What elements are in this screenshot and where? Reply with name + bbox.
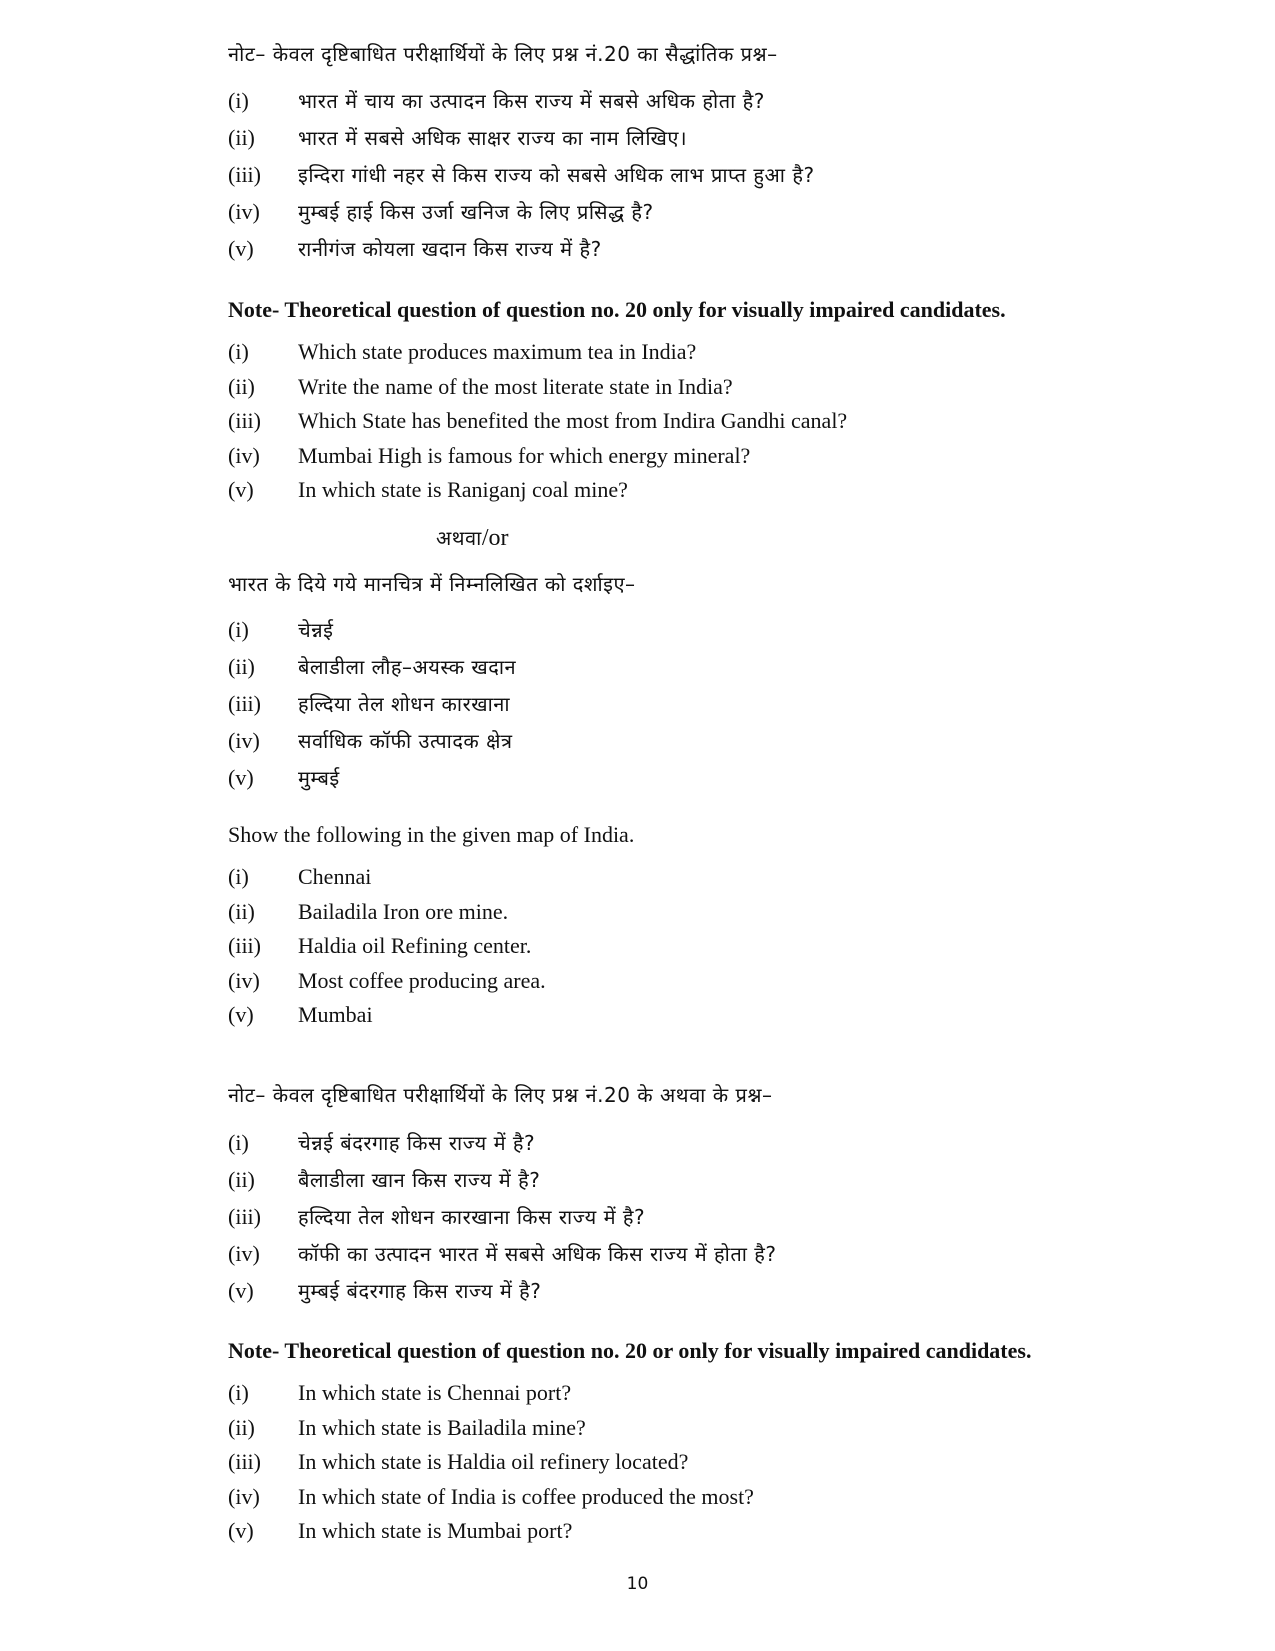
list-item: [228, 1124, 777, 1161]
item-text: मुम्बई: [298, 766, 340, 790]
list-item: [228, 611, 516, 648]
item-number: (v): [228, 236, 254, 261]
item-text: Haldia oil Refining center.: [298, 933, 532, 958]
page-number: 10: [626, 1574, 649, 1594]
item-number: (ii): [228, 1167, 255, 1192]
item-text: Most coffee producing area.: [298, 967, 546, 993]
item-number: (i): [228, 339, 249, 364]
item-text: इन्दिरा गांधी नहर से किस राज्य को सबसे अधिक लाभ प्राप्त हुआ है?: [298, 163, 815, 187]
item-number: (i): [228, 1130, 249, 1155]
item-number: (iv): [228, 442, 260, 468]
item-number: (iv): [228, 1483, 260, 1509]
hindi-map-heading: भारत के दिये गये मानचित्र में निम्नलिखित को दर्शाइए–: [228, 572, 636, 596]
item-text: चेन्नई: [298, 618, 334, 642]
english-question-list: [228, 335, 847, 508]
list-item: [228, 404, 847, 439]
item-number: (iii): [228, 691, 261, 716]
hindi-note-heading: नोट– केवल दृष्टिबाधित परीक्षार्थियों के लिए प्रश्न नं.20 का सैद्धांतिक प्रश्न–: [228, 42, 778, 66]
list-item: [228, 370, 847, 405]
or-hindi: अथवा: [436, 526, 482, 550]
item-number: (ii): [228, 898, 255, 924]
item-number: (i): [228, 1380, 249, 1405]
item-text: बेलाडीला लौह–अयस्क खदान: [298, 655, 517, 679]
item-text: Write the name of the most literate state in India?: [298, 373, 733, 399]
list-item: [228, 439, 847, 474]
list-item: [228, 1235, 777, 1272]
item-text: Chennai: [298, 864, 372, 889]
item-number: (v): [228, 1278, 254, 1303]
english-or-question-list: [228, 1376, 754, 1549]
list-item: [228, 119, 815, 156]
item-number: (v): [228, 1002, 254, 1027]
or-slash: /: [481, 525, 489, 551]
list-item: [228, 1514, 754, 1549]
list-item: [228, 473, 847, 508]
item-number: (iii): [228, 408, 261, 433]
item-number: (iii): [228, 933, 261, 958]
item-text: कॉफी का उत्पादन भारत में सबसे अधिक किस राज्य में होता है?: [298, 1242, 777, 1266]
item-number: (iv): [228, 728, 260, 753]
english-map-heading: Show the following in the given map of India.: [228, 822, 635, 847]
list-item: [228, 860, 546, 895]
item-number: (iv): [228, 199, 260, 224]
item-text: In which state is Mumbai port?: [298, 1518, 573, 1543]
item-number: (iii): [228, 1449, 261, 1474]
item-text: Bailadila Iron ore mine.: [298, 898, 509, 924]
or-english: or: [488, 525, 509, 551]
item-text: Which State has benefited the most from Indira Gandhi canal?: [298, 408, 848, 433]
item-text: Which state produces maximum tea in India?: [298, 339, 697, 364]
list-item: [228, 1445, 754, 1480]
item-number: (ii): [228, 654, 255, 679]
item-number: (i): [228, 617, 249, 642]
item-text: मुम्बई बंदरगाह किस राज्य में है?: [298, 1279, 542, 1303]
item-text: रानीगंज कोयला खदान किस राज्य में है?: [298, 237, 602, 261]
hindi-map-list: [228, 611, 516, 796]
list-item: [228, 648, 516, 685]
list-item: [228, 685, 516, 722]
item-number: (iv): [228, 967, 260, 993]
item-number: (iv): [228, 1241, 260, 1266]
item-text: In which state is Chennai port?: [298, 1380, 572, 1405]
item-text: In which state is Haldia oil refinery located?: [298, 1449, 689, 1474]
list-item: [228, 1411, 754, 1446]
list-item: [228, 1480, 754, 1515]
hindi-question-list: [228, 82, 815, 267]
list-item: [228, 1161, 777, 1198]
item-text: In which state is Bailadila mine?: [298, 1414, 586, 1440]
or-separator: [436, 524, 509, 552]
item-text: In which state of India is coffee produced the most?: [298, 1483, 754, 1509]
item-text: चेन्नई बंदरगाह किस राज्य में है?: [298, 1131, 536, 1155]
item-number: (v): [228, 765, 254, 790]
item-text: मुम्बई हाई किस उर्जा खनिज के लिए प्रसिद्ध है?: [298, 200, 654, 224]
list-item: [228, 335, 847, 370]
english-note-heading: Note- Theoretical question of question no. 20 only for visually impaired candidates.: [228, 297, 1006, 322]
list-item: [228, 929, 546, 964]
list-item: [228, 895, 546, 930]
item-text: भारत में चाय का उत्पादन किस राज्य में सबसे अधिक होता है?: [298, 89, 765, 113]
hindi-or-note-heading: नोट– केवल दृष्टिबाधित परीक्षार्थियों के लिए प्रश्न नं.20 के अथवा के प्रश्न–: [228, 1083, 773, 1107]
item-number: (ii): [228, 1414, 255, 1440]
item-number: (i): [228, 864, 249, 889]
item-text: हल्दिया तेल शोधन कारखाना: [298, 692, 511, 716]
item-number: (v): [228, 477, 254, 502]
english-map-list: [228, 860, 546, 1033]
list-item: [228, 1198, 777, 1235]
item-text: सर्वाधिक कॉफी उत्पादक क्षेत्र: [298, 729, 513, 753]
item-number: (iii): [228, 162, 261, 187]
item-number: (ii): [228, 125, 255, 150]
item-text: भारत में सबसे अधिक साक्षर राज्य का नाम लिखिए।: [298, 126, 688, 150]
list-item: [228, 156, 815, 193]
item-number: (iii): [228, 1204, 261, 1229]
english-or-note-heading: Note- Theoretical question of question no. 20 or only for visually impaired candidates.: [228, 1338, 1032, 1363]
list-item: [228, 1376, 754, 1411]
list-item: [228, 722, 516, 759]
list-item: [228, 193, 815, 230]
item-text: In which state is Raniganj coal mine?: [298, 477, 628, 502]
item-number: (v): [228, 1518, 254, 1543]
item-text: Mumbai High is famous for which energy mineral?: [298, 442, 751, 468]
item-text: बैलाडीला खान किस राज्य में है?: [298, 1168, 541, 1192]
item-number: (i): [228, 88, 249, 113]
item-text: हल्दिया तेल शोधन कारखाना किस राज्य में है?: [298, 1205, 646, 1229]
list-item: [228, 998, 546, 1033]
item-text: Mumbai: [298, 1002, 373, 1027]
hindi-or-question-list: [228, 1124, 777, 1309]
list-item: [228, 964, 546, 999]
list-item: [228, 230, 815, 267]
list-item: [228, 82, 815, 119]
item-number: (ii): [228, 373, 255, 399]
list-item: [228, 1272, 777, 1309]
list-item: [228, 759, 516, 796]
